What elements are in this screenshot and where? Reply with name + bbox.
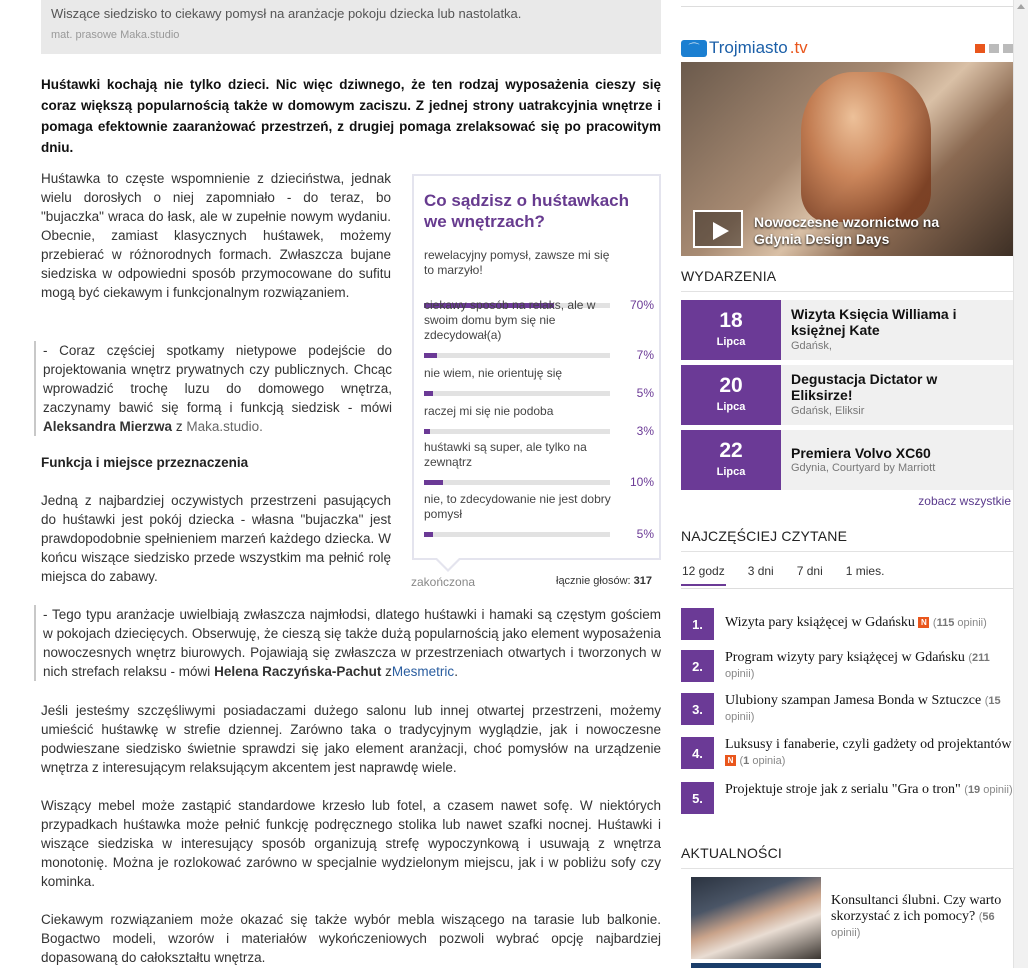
video-title[interactable]: Nowoczesne wzornictwo na Gdynia Design Days [754,214,940,247]
event-location: Gdynia, Courtyard by Marriott [791,462,936,474]
event-title[interactable]: Wizyta Księcia Williama i księżnej Kate [791,306,957,338]
poll-percent: 5% [636,527,654,541]
video-thumbnail[interactable] [681,62,1013,256]
quote-text: - Coraz częściej spotkamy nietypowe podejście do projektowania wnętrz prywatnych czy publicznych. Chcąc wprowadzić trochę luzu do domowego wnętrza, zaczynamy bawić się formą i funkcją siedzisk - mówi [43,343,392,415]
poll-option [424,298,654,362]
poll-option-label: raczej mi się nie podoba [424,404,554,418]
caption-text: Wiszące siedzisko to ciekawy pomysł na aranżacje pokoju dziecka lub nastolatka. [51,6,522,21]
scrollbar[interactable] [1013,0,1028,968]
poll-option [424,366,654,400]
poll-bar-fill [424,480,443,485]
poll-option-label: ciekawy sposób na relaks, ale w swoim domu bym się nie zdecydował(a) [424,298,596,342]
quote-z: z [175,419,183,434]
popular-title: NAJCZĘŚCIEJ CZYTANE [681,528,848,544]
quote-author: Aleksandra Mierzwa [43,419,173,434]
popular-item-title[interactable]: Wizyta pary książęcej w Gdańsku [725,615,915,630]
poll-option-label: nie, to zdecydowanie nie jest dobry pomysł [424,492,611,521]
poll-status: zakończona [411,575,476,589]
news-item[interactable]: Konsultanci ślubni. Czy warto skorzystać z ich pomocy? (56 opinii) [831,893,1002,939]
poll-option [424,440,654,489]
tab-3d[interactable]: 3 dni [747,564,774,578]
rank-number: 1. [681,608,714,640]
poll-percent: 5% [636,386,654,400]
carousel-dot-active[interactable] [975,44,985,53]
quote-block [34,605,661,681]
comment-count: (15 opinii) [725,695,1001,723]
scroll-up-icon[interactable] [1017,4,1025,9]
carousel-dot[interactable] [1003,44,1013,53]
tab-1m[interactable]: 1 mies. [845,564,885,578]
event-location: Gdańsk, Eliksir [791,405,865,417]
comment-count: (211 opinii) [725,652,990,680]
poll-bar [424,532,610,537]
event-item[interactable] [681,300,1013,360]
poll-option-label: huśtawki są super, ale tylko na zewnątrz [424,440,587,469]
events-title: WYDARZENIA [681,268,777,284]
tab-7d[interactable]: 7 dni [796,564,823,578]
poll-option [424,248,654,312]
comment-count: (1 opinia) [739,755,786,767]
event-title[interactable]: Degustacja Dictator w Eliksirze! [791,371,938,403]
poll-widget [412,174,661,560]
poll-title: Co sądzisz o huśtawkach we wnętrzach? [424,191,629,231]
poll-bar [424,429,610,434]
quote-text: - Tego typu aranżacje uwielbiają zwłaszcza najmłodsi, dlatego huśtawki i hamaki są częstym gościem w pokojach dziecięcych. Obserwuję, że cieszą się także dużą popularnością jako element wyposażenia nowoczesnych wnętrz biurowych. Pojawiają się zwłaszcza w przestrzeniach otwartych i tworzonych w nich strefach relaksu - mówi [43,607,661,679]
poll-option [424,492,654,541]
period-tabs [681,564,1013,586]
event-location: Gdańsk, [791,340,832,352]
news-title: AKTUALNOŚCI [681,845,782,861]
poll-percent: 70% [629,298,654,312]
poll-bar [424,353,610,358]
popular-item-title[interactable]: Projektuje stroje jak z serialu "Gra o tron" [725,782,961,797]
quote-end: . [454,664,458,679]
carousel-dot[interactable] [989,44,999,53]
rank-number: 3. [681,693,714,725]
article-paragraph: Jedną z najbardziej oczywistych przestrzeni pasujących do huśtawki jest pokój dziecka - własna "bujaczka" jest prawdopodobnie spełnieniem marzeń każdego dziecka. W końcu wiszące siedzisko przede wszystkim ma pełnić rolę miejsca do zabawy. [41,493,391,584]
section-heading: Funkcja i miejsce przeznaczenia [41,455,249,470]
photo-caption [41,0,661,54]
see-all-events-link[interactable]: zobacz wszystkie [918,494,1011,508]
quote-author: Helena Raczyńska-Pachut [214,664,382,679]
event-date: 22 Lipca [681,430,781,490]
article-lead: Huśtawki kochają nie tylko dzieci. Nic więc dziwnego, że ten rodzaj wyposażenia cieszy się coraz większą popularnością także w domowym zaciszu. Z jednej strony uatrakcyjnia wnętrze i pomaga efektownie zaaranżować przestrzeń, z drugiej pomaga zrelaksować się po pracowitym dniu. [41,77,661,155]
new-badge-icon: N [725,755,736,766]
event-date: 20 Lipca [681,365,781,425]
poll-option [424,404,654,438]
poll-percent: 3% [636,424,654,438]
poll-bar-fill [424,532,433,537]
poll-option-label: rewelacyjny pomysł, zawsze mi się to marzyło! [424,248,610,277]
new-badge-icon: N [918,617,929,628]
caption-source: mat. prasowe Maka.studio [51,29,180,41]
popular-item-title[interactable]: Ulubiony szampan Jamesa Bonda w Sztuczce [725,693,982,708]
bird-icon: ⌒ [681,40,707,57]
rank-number: 4. [681,737,714,769]
vase-image [801,72,931,222]
poll-bar [424,480,610,485]
popular-item-title[interactable]: Luksusy i fanaberie, czyli gadżety od projektantów [725,737,1012,752]
carousel-dots[interactable] [975,44,1013,53]
quote-company: Maka.studio. [186,419,263,434]
poll-bar-fill [424,429,430,434]
news-image[interactable] [691,963,821,968]
comment-count: (115 opinii) [932,617,987,629]
rank-number: 5. [681,782,714,814]
poll-percent: 10% [629,475,654,489]
comment-count: (19 opinii) [964,784,1013,796]
quote-z: z [385,664,392,679]
company-link[interactable]: Mesmetric [391,664,455,679]
trojmiasto-tv-logo[interactable]: ⌒ Trojmiasto .tv [681,38,808,58]
poll-bar-fill [424,353,437,358]
article-paragraph: Wiszący mebel może zastąpić standardowe krzesło lub fotel, a czasem nawet sofę. W niektórych przypadkach huśtawka może pełnić funkcję podręcznego stolika lub nawet szafki nocnej. Huśtawki i wiszące siedziska w interesujący sposób organizują strefę wypoczynkową i usuwają z wnętrza monotonię. Można je rozlokować zarówno w specjalnie wydzielonym miejscu, jak i w pobliżu sofy czy kominka. [41,798,661,889]
event-title[interactable]: Premiera Volvo XC60 [791,445,931,461]
article-paragraph: Huśtawka to częste wspomnienie z dzieciństwa, jednak wielu dorosłych o niej zapomniało - do teraz, bo "bujaczka" wraca do łask, ale w zupełnie nowym wydaniu. Obecnie, zamiast klasycznych huśtawek, możemy przebierać w różnorodnych formach. Zwłaszcza bujane siedziska w odpowiedni sposób przymocowane do sufitu mogą być ciekawym i funkcjonalnym rozwiązaniem. [41,171,391,300]
play-icon[interactable] [693,210,743,248]
poll-bar [424,391,610,396]
news-image[interactable] [691,877,821,959]
tab-12h[interactable]: 12 godz [681,564,726,586]
popular-item-title[interactable]: Program wizyty pary książęcej w Gdańsku [725,650,965,665]
event-date: 18 Lipca [681,300,781,360]
event-item[interactable] [681,365,1013,425]
rank-number: 2. [681,650,714,682]
quote-block [34,341,392,436]
article-paragraph: Jeśli jesteśmy szczęśliwymi posiadaczami dużego salonu lub innej otwartej przestrzeni, możemy umieścić huśtawkę w strefie dziennej. Zarówno taka o tradycyjnym wyglądzie, jak i nowoczesne podwieszane siedzisko świetnie sprawdzi się jako element aranżacji, choć pomysłów na urządzenie wnętrza z interesującym relaksującym akcentem jest naprawdę wiele. [41,703,661,775]
poll-option-label: nie wiem, nie orientuję się [424,366,563,380]
divider [681,6,1013,7]
poll-votes: łącznie głosów: 317 [556,575,653,587]
poll-percent: 7% [636,348,654,362]
poll-bar-fill [424,391,433,396]
article-paragraph: Ciekawym rozwiązaniem może okazać się także wybór mebla wiszącego na tarasie lub balkonie. Bogactwo modeli, wzorów i materiałów wykończeniowych pozwoli wybrać opcję najbardziej dopasowaną do całokształtu wnętrza. [41,912,661,965]
sidebar [681,0,1013,968]
event-item[interactable] [681,430,1013,490]
